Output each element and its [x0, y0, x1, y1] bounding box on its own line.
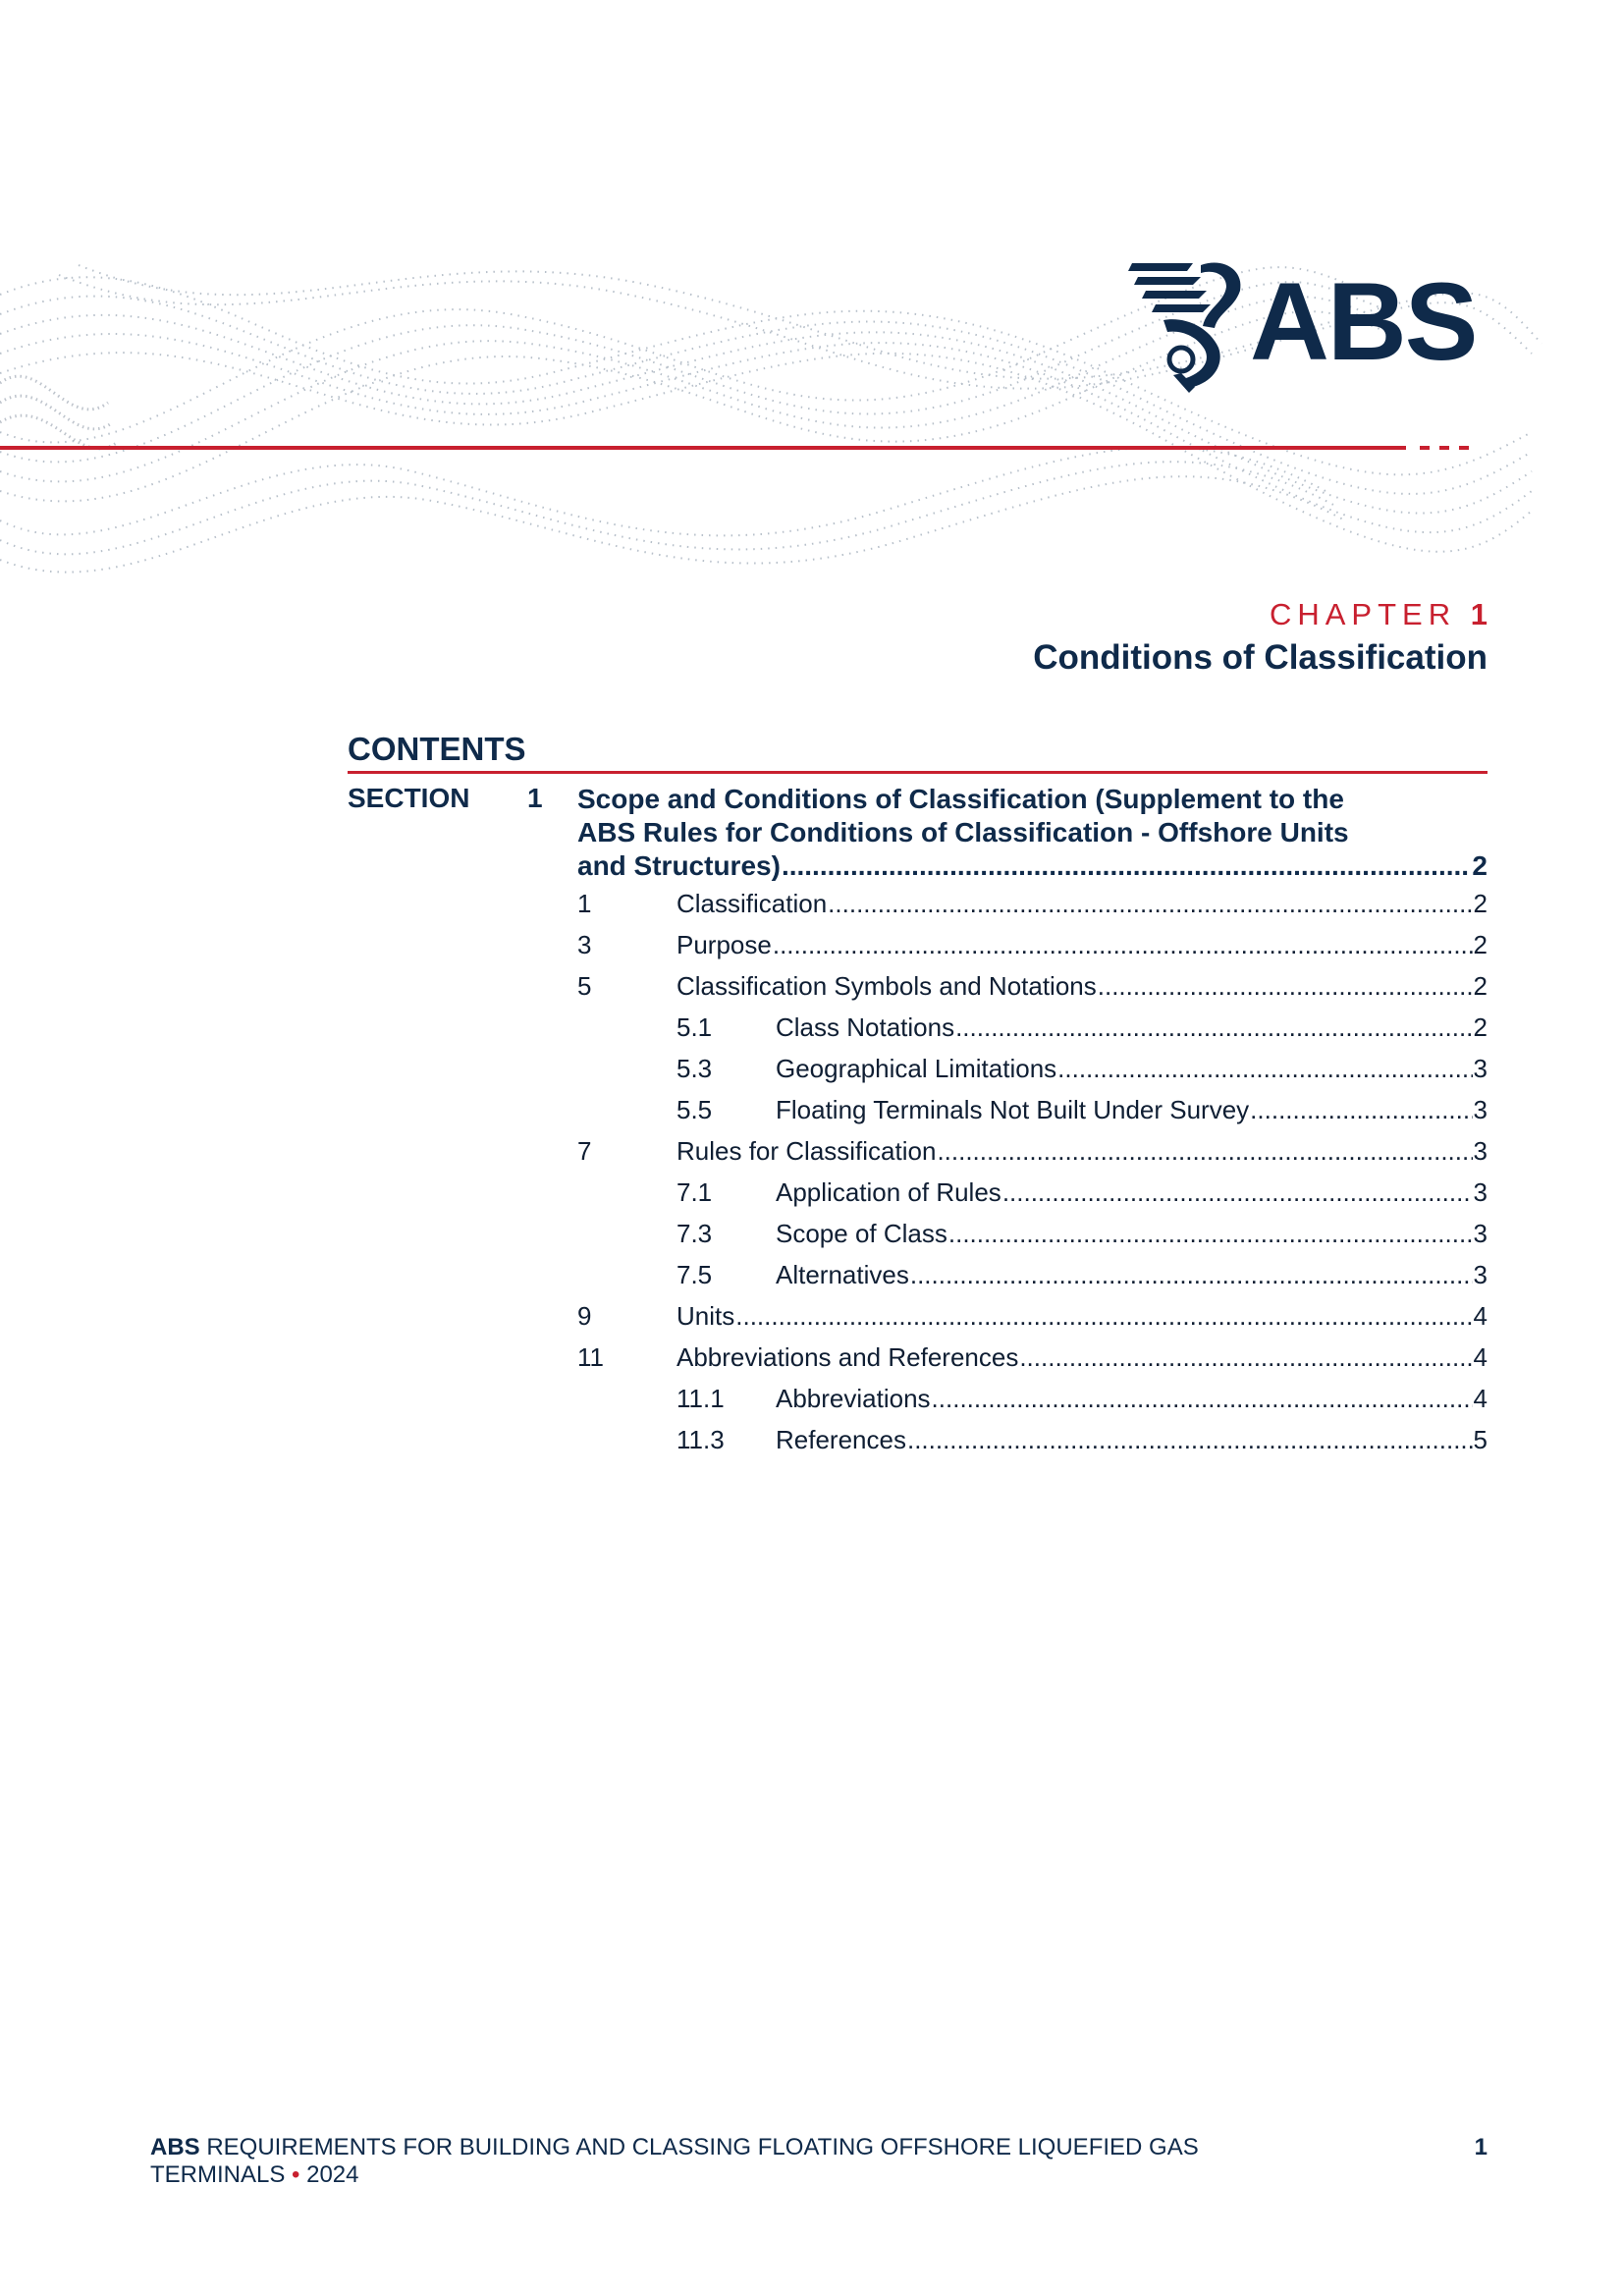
- section-title-link[interactable]: [577, 783, 1488, 883]
- leader-dots: [1002, 1172, 1473, 1213]
- toc-entry-number: 7.1: [676, 1177, 713, 1207]
- toc-entry-page: 4: [1473, 1342, 1488, 1372]
- contents-divider: [348, 771, 1488, 774]
- footer-separator: •: [292, 2161, 300, 2188]
- leader-dots: [1057, 1048, 1472, 1089]
- leader-dots: [773, 924, 1473, 965]
- toc-entry[interactable]: [577, 1130, 1488, 1172]
- toc-entry-number: 11: [577, 1342, 604, 1372]
- toc-subentry[interactable]: [676, 1172, 1488, 1213]
- section-title-line: ABS Rules for Conditions of Classification - Offshore Units: [577, 817, 1349, 847]
- section-label: SECTION: [348, 783, 470, 813]
- toc-subentry[interactable]: [676, 1254, 1488, 1295]
- toc-subentry[interactable]: [676, 1089, 1488, 1130]
- toc-entry-title: Classification Symbols and Notations: [676, 971, 1097, 1001]
- toc-entry-title: Classification: [676, 889, 828, 918]
- toc-entry-number: 1: [577, 889, 592, 918]
- abs-logo-text: ABS: [1250, 260, 1477, 383]
- chapter-number: 1: [1470, 597, 1488, 631]
- toc-subentry[interactable]: [676, 1378, 1488, 1419]
- toc-entry-title: Scope of Class: [776, 1219, 947, 1248]
- leader-dots: [782, 849, 1471, 883]
- toc-entry[interactable]: [577, 1295, 1488, 1337]
- toc-entry-title: Application of Rules: [776, 1177, 1001, 1207]
- section-number: 1: [527, 783, 543, 813]
- toc-entry-number: 3: [577, 930, 592, 959]
- section-page-number: 2: [1472, 850, 1488, 881]
- toc-entry-page: 3: [1473, 1054, 1488, 1083]
- toc-subentry[interactable]: [676, 1213, 1488, 1254]
- toc-entry-title: Floating Terminals Not Built Under Survey: [776, 1095, 1250, 1124]
- toc-entry-number: 5: [577, 971, 592, 1001]
- toc-entry-title: Geographical Limitations: [776, 1054, 1057, 1083]
- toc-entry-title: Units: [676, 1301, 735, 1331]
- toc-entry-number: 7: [577, 1136, 592, 1166]
- toc-entry-page: 5: [1473, 1425, 1488, 1454]
- page-number: 1: [1474, 2134, 1488, 2160]
- toc-subentry[interactable]: [676, 1419, 1488, 1460]
- leader-dots: [937, 1130, 1472, 1172]
- toc-entry-title: Rules for Classification: [676, 1136, 937, 1166]
- footer-title-line1: REQUIREMENTS FOR BUILDING AND CLASSING FLOATING OFFSHORE LIQUEFIED GAS: [206, 2134, 1199, 2160]
- toc-entry-number: 7.5: [676, 1260, 713, 1289]
- toc-entry-page: 2: [1473, 930, 1488, 959]
- toc-entry-page: 3: [1473, 1260, 1488, 1289]
- toc-entry-page: 2: [1473, 889, 1488, 918]
- eagle-emblem-icon: [1124, 257, 1252, 395]
- chapter-word: CHAPTER: [1269, 597, 1457, 631]
- chapter-title: Conditions of Classification: [1033, 638, 1488, 677]
- footer-brand: ABS: [150, 2134, 200, 2160]
- toc-entry-title: Abbreviations: [776, 1384, 931, 1413]
- toc-entry-page: 4: [1473, 1301, 1488, 1331]
- toc-subentry[interactable]: [676, 1048, 1488, 1089]
- toc-entry-page: 2: [1473, 1012, 1488, 1042]
- toc-entry-page: 3: [1473, 1219, 1488, 1248]
- toc-entry-number: 5.1: [676, 1012, 713, 1042]
- toc-entry-page: 4: [1473, 1384, 1488, 1413]
- footer-title-line2: TERMINALS: [150, 2161, 286, 2188]
- toc-entry-page: 3: [1473, 1177, 1488, 1207]
- leader-dots: [948, 1213, 1473, 1254]
- toc-entry[interactable]: [577, 1337, 1488, 1378]
- contents-heading: CONTENTS: [348, 731, 526, 767]
- section-title-line: Scope and Conditions of Classification (Supplement to the: [577, 784, 1344, 814]
- toc-entry-number: 9: [577, 1301, 592, 1331]
- leader-dots: [955, 1007, 1472, 1048]
- toc-entry-title: Alternatives: [776, 1260, 909, 1289]
- footer-year: 2024: [306, 2161, 359, 2188]
- toc-entry-number: 5.5: [676, 1095, 713, 1124]
- toc-entry-number: 11.3: [676, 1425, 725, 1454]
- leader-dots: [910, 1254, 1473, 1295]
- toc-entry-number: 5.3: [676, 1054, 713, 1083]
- toc-entry[interactable]: [577, 965, 1488, 1007]
- leader-dots: [907, 1419, 1473, 1460]
- toc-entry-title: Class Notations: [776, 1012, 955, 1042]
- toc-entry-title: References: [776, 1425, 906, 1454]
- toc-entry[interactable]: [577, 883, 1488, 924]
- leader-dots: [735, 1295, 1472, 1337]
- toc-entry-title: Abbreviations and References: [676, 1342, 1019, 1372]
- chapter-label: [1270, 597, 1488, 632]
- abs-logo: [1124, 257, 1478, 395]
- toc-subentry[interactable]: [676, 1007, 1488, 1048]
- toc-entry-title: Purpose: [676, 930, 772, 959]
- leader-dots: [1019, 1337, 1472, 1378]
- toc-entry-number: 7.3: [676, 1219, 713, 1248]
- leader-dots: [1250, 1089, 1472, 1130]
- toc-entry-number: 11.1: [676, 1384, 725, 1413]
- toc-entry-page: 3: [1473, 1136, 1488, 1166]
- leader-dots: [828, 883, 1472, 924]
- toc-entry[interactable]: [577, 924, 1488, 965]
- leader-dots: [1098, 965, 1473, 1007]
- toc-entry-page: 2: [1473, 971, 1488, 1001]
- section-title-line: and Structures): [577, 850, 781, 881]
- leader-dots: [932, 1378, 1473, 1419]
- page-footer: [150, 2134, 1270, 2189]
- toc-entry-page: 3: [1473, 1095, 1488, 1124]
